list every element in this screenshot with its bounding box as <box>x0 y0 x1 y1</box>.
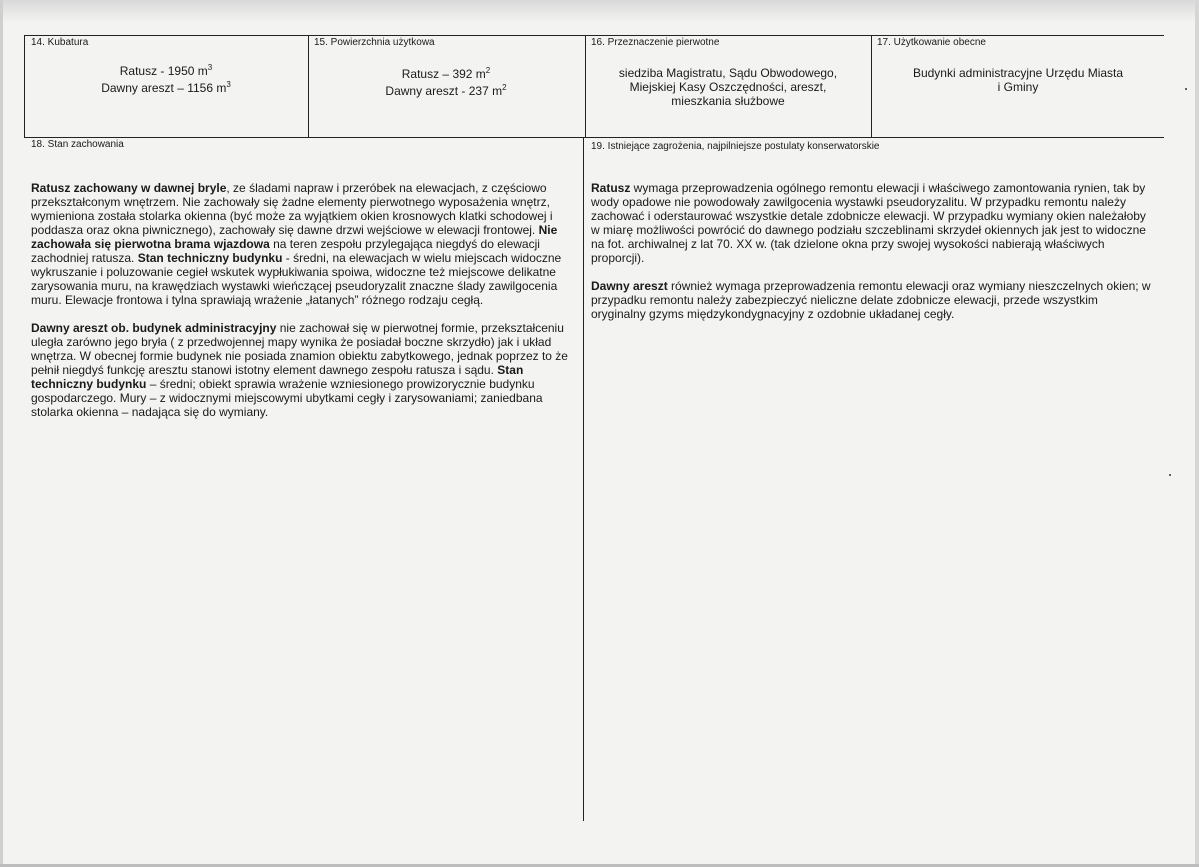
text-run: również wymaga przeprowadzenia remontu elewacji oraz wymiany nieszczelnych okien; w przypadku remontu należy zabezpieczyć nieliczne delate zdobnicze elewacji, przede wszystkim oryginalny gzyms międzykondygnacyjny z ozdobnie układanej cegły. <box>591 279 1151 321</box>
przeznaczenie-line: Miejskiej Kasy Oszczędności, areszt, <box>629 80 827 94</box>
divider-16-17 <box>871 35 872 138</box>
divider-14-15 <box>308 35 309 138</box>
powierzchnia-areszt: Dawny areszt - 237 m <box>385 84 503 98</box>
kubatura-ratusz: Ratusz - 1950 m <box>119 64 208 78</box>
bold-run: Nie zachowała się pierwotna brama wjazdowa <box>31 223 558 251</box>
scan-edge-left <box>0 0 3 867</box>
divider-18-19 <box>583 137 584 821</box>
paragraph-ratusz <box>591 181 1153 265</box>
przeznaczenie-line: siedziba Magistratu, Sądu Obwodowego, <box>618 66 838 80</box>
powierzchnia-ratusz: Ratusz – 392 m <box>401 67 486 81</box>
scan-edge-right <box>1195 0 1199 867</box>
row1-bottom-border <box>24 137 1164 138</box>
cell-value-powierzchnia <box>310 64 582 98</box>
divider-15-16 <box>585 35 586 138</box>
table-top-border <box>24 35 1164 36</box>
paragraph-ratusz <box>31 181 577 307</box>
text-run: , ze śladami napraw i przeróbek na elewacjach, z częściowo przekształconym wnętrzem. Nie zachowały się żadne elementy pierwotnego wyposażenia wnętrz, wymieniona została stolarka okienna (być może za wyjątkiem okien krosnowych klatki schodowej i poddasza oraz okna piwnicznego), zachowały się dawne drzwi wejściowe w elewacji frontowej. <box>31 181 553 237</box>
uzytkowanie-line: Budynki administracyjne Urzędu Miasta <box>912 66 1124 80</box>
bold-run: Stan techniczny budynku <box>137 251 283 265</box>
cell-label-powierzchnia: 15. Powierzchnia użytkowa <box>314 37 435 48</box>
zagrozenia-text <box>591 181 1153 321</box>
uzytkowanie-line: i Gminy <box>997 80 1039 94</box>
unit-exponent: 3 <box>207 63 213 72</box>
bold-run: Dawny areszt <box>591 279 668 293</box>
paragraph-areszt <box>31 321 577 419</box>
text-run: – średni; obiekt sprawia wrażenie wzniesionego prowizorycznie budynku gospodarczego. Mury – z widocznymi miejscowymi ubytkami cegły i zarysowaniami; zaniedbana stolarka okienna – nadająca się do wymiany. <box>31 377 543 419</box>
cell-label-uzytkowanie: 17. Użytkowanie obecne <box>877 37 986 48</box>
scan-speck <box>1185 88 1187 90</box>
text-run: nie zachował się w pierwotnej formie, przekształceniu uległa zarówno jego bryła ( z przedwojennej mapy wynika że posiadał boczne skrzydło) jak i układ wnętrza. W obecnej formie budynek nie posiada znamion obiektu zabytkowego, jednak poprzez to że pełnił niegdyś funkcję aresztu stanowi istotny element dawnego zespołu ratusza i sądu. <box>31 321 568 377</box>
cell-label-kubatura: 14. Kubatura <box>31 37 89 48</box>
section-label-zagrozenia: 19. Istniejące zagrożenia, najpilniejsze postulaty konserwatorskie <box>591 141 880 152</box>
scan-speck <box>1169 474 1171 476</box>
bold-run: Ratusz <box>591 181 631 195</box>
cell-value-uzytkowanie <box>873 66 1163 94</box>
cell-value-kubatura <box>26 61 306 95</box>
paragraph-areszt <box>591 279 1153 321</box>
scan-edge-top <box>0 0 1199 22</box>
kubatura-areszt: Dawny areszt – 1156 m <box>101 81 227 95</box>
bold-run: Ratusz zachowany w dawnej bryle <box>31 181 227 195</box>
unit-exponent: 2 <box>502 83 507 92</box>
text-run: na teren zespołu przylegająca niegdyś do elewacji zachodniej ratusza. <box>31 237 540 265</box>
text-run: wymaga przeprowadzenia ogólnego remontu elewacji i właściwego zamontowania rynien, tak by wody opadowe nie powodowały zawilgocenia wystawki pseudoryzalitu. W przypadku remontu należy zachować i oderstaurować wszystkie detale zdobnicze elewacji. W przypadku wymiany okien należałoby w miarę możliwości powrócić do dawnego podziału szczeblinami skrzydeł okiennych jak jest to widoczne na fot. archiwalnej z lat 70. XX w. (tak dzielone okna przy swojej wysokości nabierają właściwych proporcji). <box>591 181 1146 265</box>
cell-value-przeznaczenie <box>587 66 869 108</box>
text-run: - średni, na elewacjach w wielu miejscach widoczne wykruszanie i poluzowanie cegieł wskutek wypłukiwania spoiwa, widoczne też miejscowe delikatne zarysowania muru, na krawędziach wystawki wieńczącej pseudoryzalit znaczne ślady zawilgocenia muru. Elewacje frontowa i tylna sprawiają wrażenie „łatanych” różnego rodzaju cegłą. <box>31 251 562 307</box>
unit-exponent: 3 <box>226 80 231 89</box>
stan-zachowania-text <box>31 181 577 419</box>
table-left-border <box>24 35 25 138</box>
bold-run: Dawny areszt ob. budynek administracyjny <box>31 321 277 335</box>
unit-exponent: 2 <box>485 66 491 75</box>
przeznaczenie-line: mieszkania służbowe <box>671 94 785 108</box>
bold-run: Stan techniczny budynku <box>31 363 524 391</box>
section-label-stan-zachowania: 18. Stan zachowania <box>31 139 124 150</box>
cell-label-przeznaczenie: 16. Przeznaczenie pierwotne <box>591 37 720 48</box>
